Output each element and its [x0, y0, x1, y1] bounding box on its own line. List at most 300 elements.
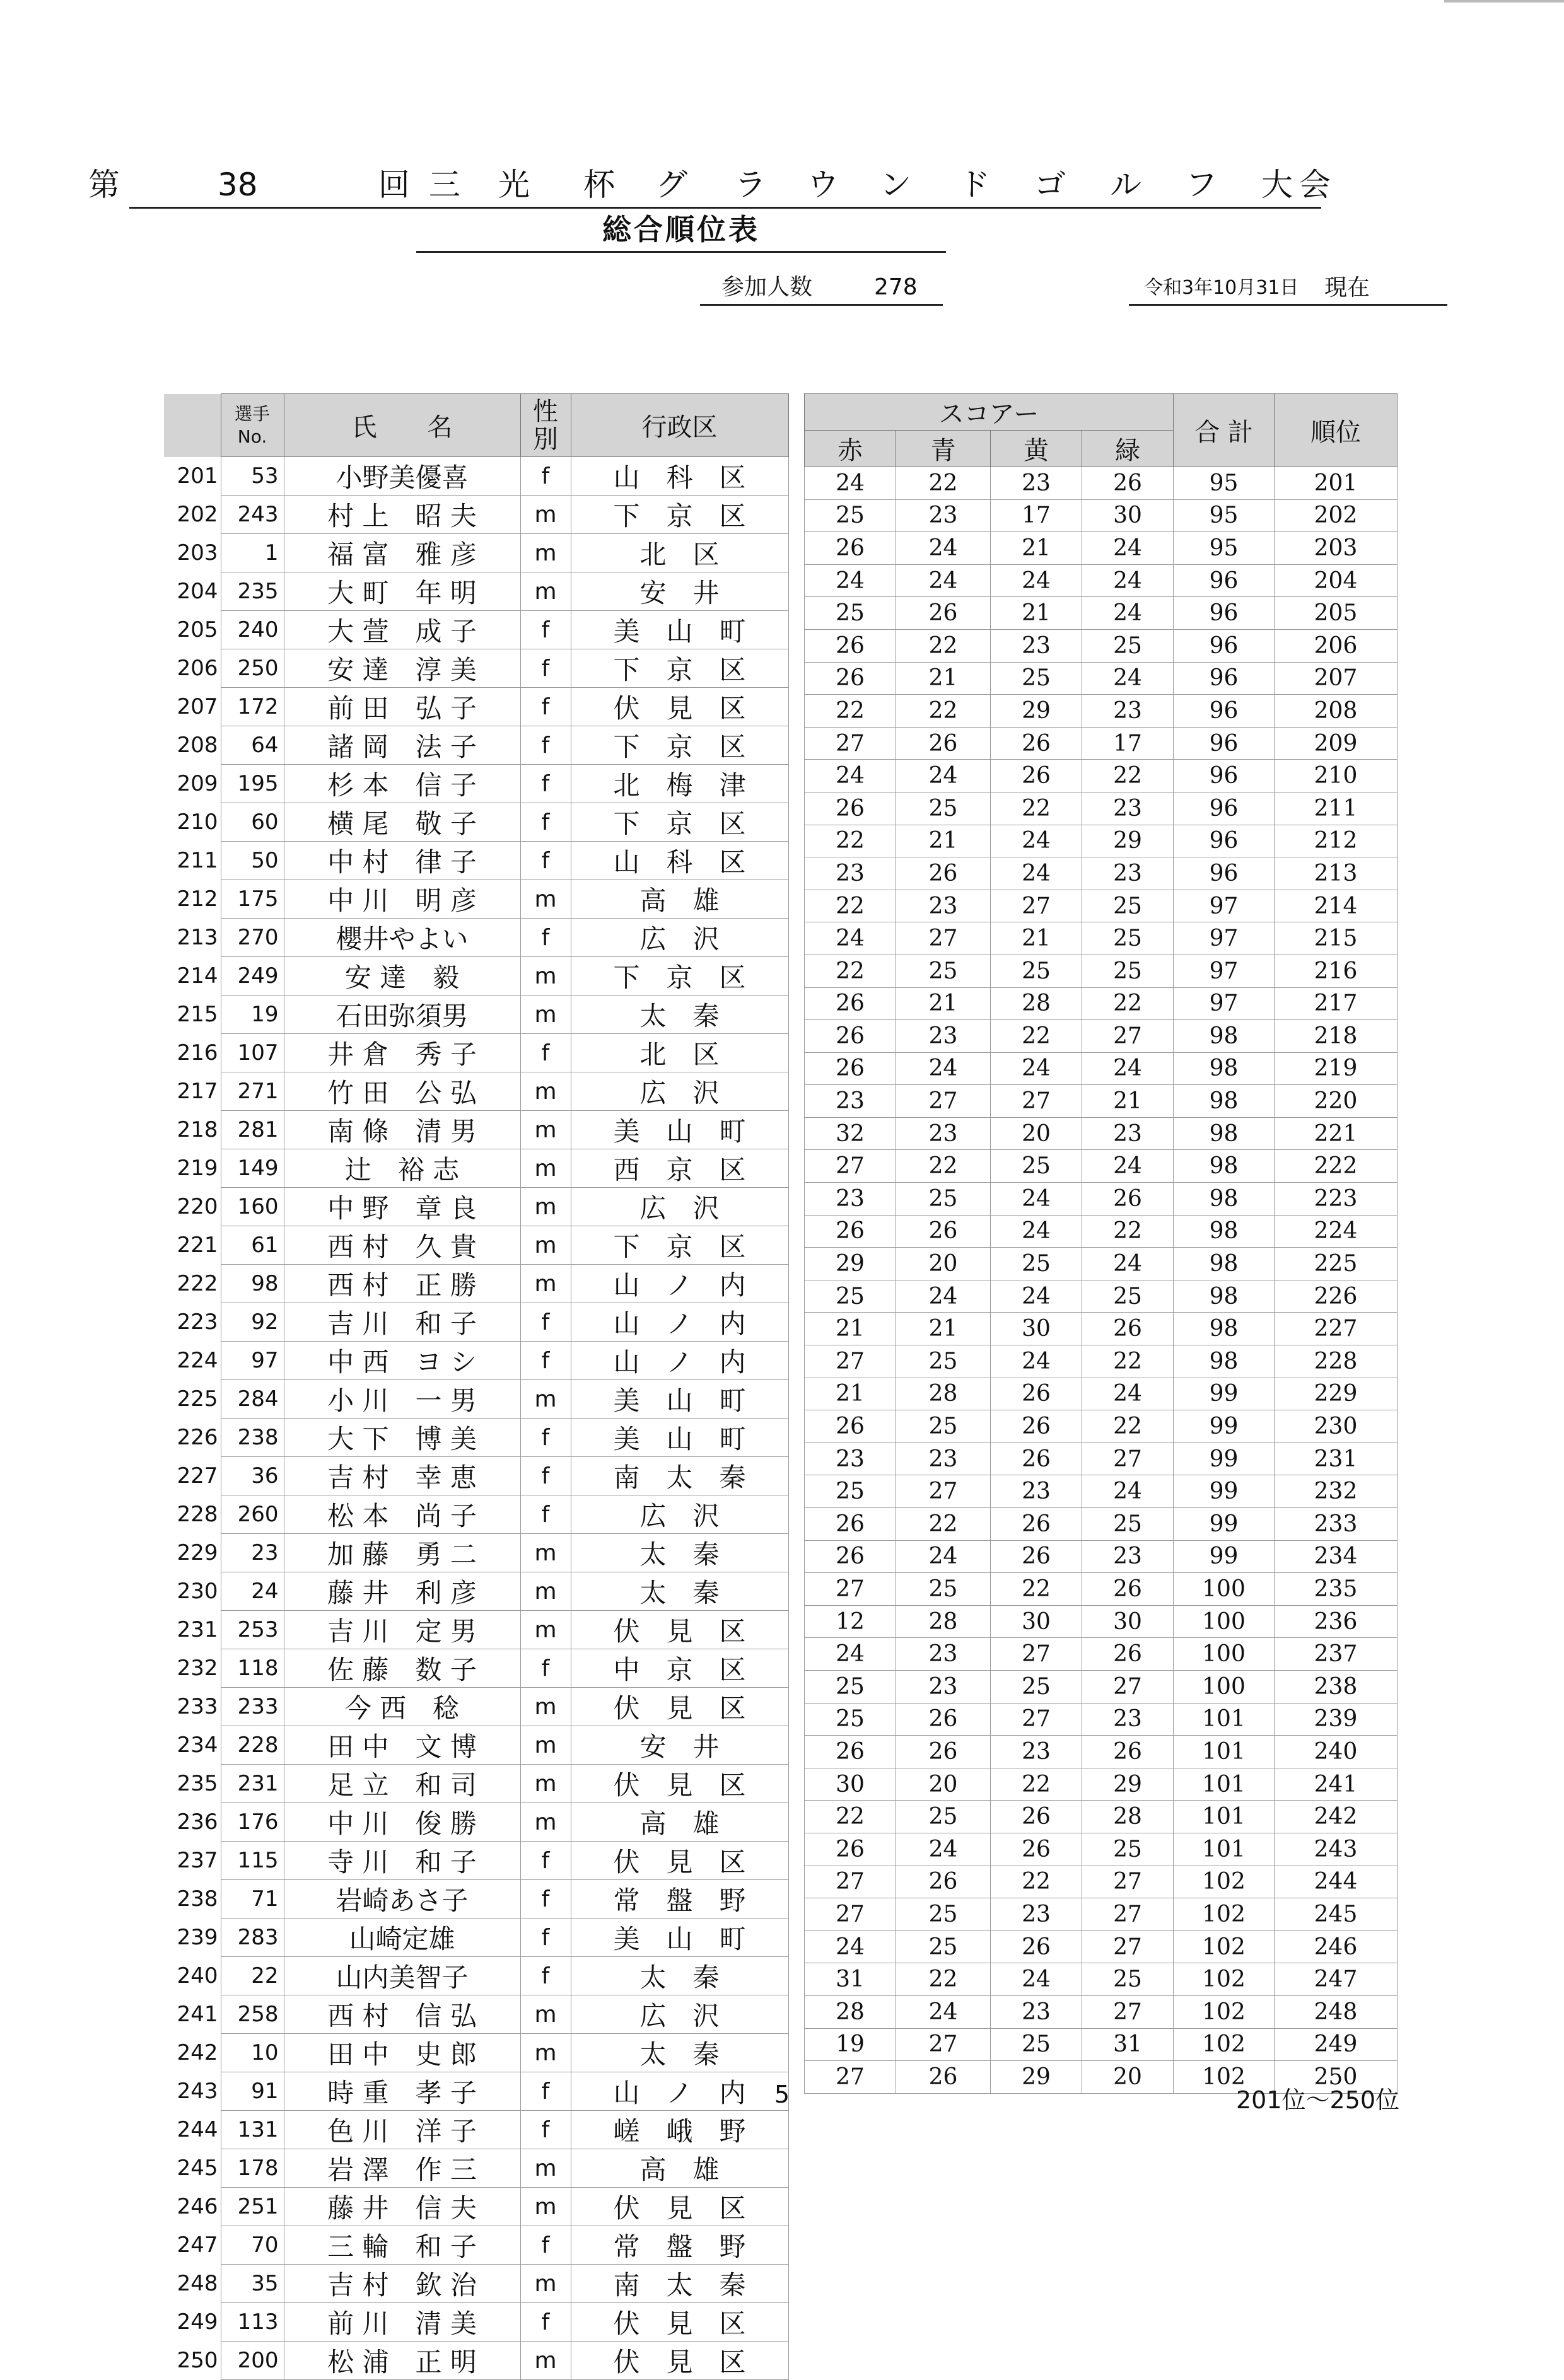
- player-sex: m: [520, 1726, 571, 1765]
- table-row: [805, 1605, 1398, 1638]
- as-of-date: [1129, 272, 1447, 306]
- rank: 224: [1275, 1215, 1398, 1248]
- score-green: 27: [1082, 1995, 1174, 2028]
- score-total: 95: [1174, 499, 1275, 532]
- rank: 202: [1275, 499, 1398, 532]
- player-sex: m: [520, 1995, 571, 2034]
- rank: 210: [1275, 760, 1398, 792]
- table-row: [805, 857, 1398, 890]
- score-total: 98: [1174, 1150, 1275, 1183]
- player-sex: f: [520, 688, 571, 726]
- score-green: 27: [1082, 1866, 1174, 1898]
- title-char: ド: [959, 166, 990, 203]
- player-district: 北 区: [571, 1034, 788, 1072]
- score-yellow: 26: [991, 1443, 1082, 1475]
- score-total: 96: [1174, 727, 1275, 760]
- score-total: 102: [1174, 2061, 1275, 2094]
- score-red: 26: [805, 792, 896, 825]
- yellow-header: 黄: [991, 431, 1082, 467]
- player-no-header: [221, 394, 284, 457]
- score-yellow: 30: [991, 1313, 1082, 1345]
- player-name: 田 中 文 博: [284, 1726, 520, 1765]
- player-number: 64: [221, 726, 284, 765]
- player-district: 山 ノ 内: [571, 1303, 788, 1342]
- score-green: 25: [1082, 890, 1174, 922]
- score-red: 23: [805, 1443, 896, 1475]
- score-green: 27: [1082, 1930, 1174, 1963]
- rank: 214: [1275, 890, 1398, 922]
- row-number: 203: [164, 534, 221, 572]
- score-total: 96: [1174, 760, 1275, 792]
- row-number: 215: [164, 996, 221, 1034]
- score-header: スコアー: [805, 394, 1174, 431]
- rank: 213: [1275, 857, 1398, 890]
- table-row: [805, 792, 1398, 825]
- row-number: 216: [164, 1034, 221, 1072]
- player-sex: f: [520, 2303, 571, 2342]
- rank: 241: [1275, 1768, 1398, 1801]
- score-yellow: 22: [991, 1573, 1082, 1606]
- row-number: 227: [164, 1457, 221, 1495]
- rank: 219: [1275, 1052, 1398, 1085]
- table-row: [164, 2188, 788, 2226]
- rank: 209: [1275, 727, 1398, 760]
- table-row: [164, 1111, 788, 1149]
- score-blue: 22: [896, 1508, 991, 1541]
- player-name: 前 田 弘 子: [284, 688, 520, 726]
- score-total: 101: [1174, 1768, 1275, 1801]
- score-yellow: 26: [991, 760, 1082, 792]
- table-row: [805, 2028, 1398, 2061]
- player-sex: m: [520, 1611, 571, 1649]
- name-header: 氏 名: [284, 394, 520, 457]
- score-green: 27: [1082, 1898, 1174, 1931]
- rank: 203: [1275, 532, 1398, 565]
- score-red: 22: [805, 695, 896, 728]
- score-green: 30: [1082, 499, 1174, 532]
- player-sex: m: [520, 1188, 571, 1226]
- player-sex: f: [520, 2226, 571, 2265]
- score-green: 25: [1082, 1280, 1174, 1313]
- rank: 242: [1275, 1801, 1398, 1833]
- score-green: 23: [1082, 1117, 1174, 1150]
- title-char: フ: [1186, 166, 1217, 203]
- table-row: [164, 1688, 788, 1726]
- score-yellow: 21: [991, 532, 1082, 565]
- score-red: 25: [805, 499, 896, 532]
- score-yellow: 27: [991, 1085, 1082, 1118]
- rank: 235: [1275, 1573, 1398, 1606]
- score-red: 25: [805, 1280, 896, 1313]
- table-row: [164, 1919, 788, 1957]
- score-red: 24: [805, 467, 896, 500]
- row-number: 208: [164, 726, 221, 765]
- player-number: 249: [221, 957, 284, 996]
- score-red: 27: [805, 1150, 896, 1183]
- rank: 233: [1275, 1508, 1398, 1541]
- score-green: 25: [1082, 1833, 1174, 1866]
- row-number: 240: [164, 1957, 221, 1995]
- player-name: 大 町 年 明: [284, 572, 520, 611]
- player-sex: m: [520, 1072, 571, 1111]
- table-row: [164, 611, 788, 649]
- score-blue: 24: [896, 1280, 991, 1313]
- player-district: 下 京 区: [571, 726, 788, 765]
- player-sex: m: [520, 957, 571, 996]
- player-sex: f: [520, 1842, 571, 1880]
- score-red: 23: [805, 857, 896, 890]
- score-yellow: 24: [991, 825, 1082, 857]
- score-blue: 26: [896, 1215, 991, 1248]
- score-yellow: 28: [991, 987, 1082, 1020]
- score-red: 24: [805, 922, 896, 955]
- rank: 225: [1275, 1248, 1398, 1280]
- subtitle-underline: [416, 251, 946, 253]
- score-blue: 21: [896, 825, 991, 857]
- row-number: 201: [164, 457, 221, 496]
- score-blue: 22: [896, 695, 991, 728]
- score-yellow: 23: [991, 629, 1082, 662]
- score-red: 24: [805, 760, 896, 792]
- score-yellow: 27: [991, 1703, 1082, 1736]
- rank: 205: [1275, 597, 1398, 630]
- row-number: 217: [164, 1072, 221, 1111]
- score-total: 98: [1174, 1248, 1275, 1280]
- player-sex: m: [520, 1803, 571, 1842]
- player-district: 伏 見 区: [571, 1688, 788, 1726]
- rank: 211: [1275, 792, 1398, 825]
- sex-header-line2: 別: [533, 424, 558, 454]
- player-name: 松 浦 正 明: [284, 2342, 520, 2380]
- player-district: 伏 見 区: [571, 688, 788, 726]
- table-row: [164, 1188, 788, 1226]
- score-green: 27: [1082, 1443, 1174, 1475]
- player-number: 131: [221, 2111, 284, 2149]
- table-row: [805, 727, 1398, 760]
- score-red: 26: [805, 532, 896, 565]
- score-yellow: 26: [991, 727, 1082, 760]
- row-number: 243: [164, 2072, 221, 2111]
- table-row: [164, 957, 788, 996]
- score-total: 96: [1174, 857, 1275, 890]
- row-number: 213: [164, 919, 221, 957]
- rank: 215: [1275, 922, 1398, 955]
- score-yellow: 25: [991, 662, 1082, 695]
- score-green: 24: [1082, 597, 1174, 630]
- score-red: 22: [805, 955, 896, 987]
- score-green: 23: [1082, 1703, 1174, 1736]
- player-number: 284: [221, 1380, 284, 1419]
- rank: 246: [1275, 1930, 1398, 1963]
- player-district: 高 雄: [571, 2149, 788, 2188]
- score-yellow: 23: [991, 1898, 1082, 1931]
- table-row: [164, 1649, 788, 1688]
- score-red: 23: [805, 1183, 896, 1216]
- player-name: 田 中 史 郎: [284, 2034, 520, 2072]
- player-district: 山 科 区: [571, 842, 788, 880]
- table-row: [164, 534, 788, 572]
- rank: 231: [1275, 1443, 1398, 1475]
- score-blue: 24: [896, 1540, 991, 1573]
- score-red: 27: [805, 1866, 896, 1898]
- table-row: [805, 1345, 1398, 1378]
- player-number: 258: [221, 1995, 284, 2034]
- score-total: 100: [1174, 1573, 1275, 1606]
- player-name: 西 村 信 弘: [284, 1995, 520, 2034]
- score-total: 95: [1174, 532, 1275, 565]
- score-blue: 27: [896, 1475, 991, 1508]
- player-sex: f: [520, 1880, 571, 1919]
- player-sex: m: [520, 2265, 571, 2303]
- score-total: 102: [1174, 2028, 1275, 2061]
- player-number: 233: [221, 1688, 284, 1726]
- player-district: 山 ノ 内: [571, 2072, 788, 2111]
- player-district: 伏 見 区: [571, 1611, 788, 1649]
- player-district: 常 盤 野: [571, 1880, 788, 1919]
- table-row: [164, 2303, 788, 2342]
- player-district: 美 山 町: [571, 1419, 788, 1457]
- score-total: 96: [1174, 597, 1275, 630]
- score-yellow: 26: [991, 1801, 1082, 1833]
- table-row: [164, 1072, 788, 1111]
- table-row: [805, 1638, 1398, 1671]
- player-name: 福 富 雅 彦: [284, 534, 520, 572]
- row-number: 249: [164, 2303, 221, 2342]
- score-total: 96: [1174, 792, 1275, 825]
- row-number: 235: [164, 1765, 221, 1803]
- title-char: ル: [1110, 166, 1141, 203]
- player-district: 山 ノ 内: [571, 1342, 788, 1380]
- player-district: 南 太 秦: [571, 1457, 788, 1495]
- score-blue: 26: [896, 1736, 991, 1768]
- table-row: [164, 1803, 788, 1842]
- score-green: 20: [1082, 2061, 1174, 2094]
- player-district: 太 秦: [571, 996, 788, 1034]
- player-sex: f: [520, 1034, 571, 1072]
- player-name: 前 川 清 美: [284, 2303, 520, 2342]
- player-sex: m: [520, 2034, 571, 2072]
- player-name: 吉 川 和 子: [284, 1303, 520, 1342]
- table-row: [164, 1995, 788, 2034]
- table-row: [164, 1457, 788, 1495]
- player-district: 広 沢: [571, 1188, 788, 1226]
- rank: 230: [1275, 1410, 1398, 1443]
- table-row: [805, 1768, 1398, 1801]
- table-row: [164, 803, 788, 842]
- score-green: 26: [1082, 1313, 1174, 1345]
- rank: 217: [1275, 987, 1398, 1020]
- player-sex: m: [520, 1572, 571, 1611]
- player-name: 石田弥須男: [284, 996, 520, 1034]
- row-number: 225: [164, 1380, 221, 1419]
- player-name: 西 村 久 貴: [284, 1226, 520, 1265]
- table-row: [805, 532, 1398, 565]
- rownum-header-blank: [164, 394, 221, 457]
- player-sex: m: [520, 880, 571, 919]
- score-yellow: 22: [991, 1768, 1082, 1801]
- player-number: 251: [221, 2188, 284, 2226]
- table-row: [805, 1963, 1398, 1996]
- score-green: 24: [1082, 532, 1174, 565]
- score-blue: 22: [896, 467, 991, 500]
- score-green: 28: [1082, 1801, 1174, 1833]
- score-blue: 22: [896, 1963, 991, 1996]
- table-row: [805, 760, 1398, 792]
- score-red: 26: [805, 1540, 896, 1573]
- score-total: 98: [1174, 1280, 1275, 1313]
- rank: 201: [1275, 467, 1398, 500]
- player-district: 常 盤 野: [571, 2226, 788, 2265]
- table-row: [164, 496, 788, 534]
- table-row: [805, 1313, 1398, 1345]
- player-number: 24: [221, 1572, 284, 1611]
- score-green: 26: [1082, 1736, 1174, 1768]
- rank-header: 順位: [1275, 394, 1398, 467]
- player-name: 小野美優喜: [284, 457, 520, 496]
- table-row: [805, 1540, 1398, 1573]
- table-row: [164, 1842, 788, 1880]
- player-district: 山 科 区: [571, 457, 788, 496]
- participants-value: 278: [874, 274, 918, 300]
- player-no-header-line1: 選手: [234, 403, 270, 424]
- table-row: [164, 1149, 788, 1188]
- table-row: [805, 629, 1398, 662]
- blue-header: 青: [896, 431, 991, 467]
- table-row: [805, 1833, 1398, 1866]
- score-red: 26: [805, 1052, 896, 1085]
- score-blue: 20: [896, 1248, 991, 1280]
- player-name: 安 達 淳 美: [284, 649, 520, 688]
- player-name: 佐 藤 数 子: [284, 1649, 520, 1688]
- player-name: 大 萱 成 子: [284, 611, 520, 649]
- player-number: 36: [221, 1457, 284, 1495]
- title-char: 38: [218, 166, 258, 203]
- player-district: 伏 見 区: [571, 1765, 788, 1803]
- player-number: 98: [221, 1265, 284, 1303]
- participants-count: [700, 271, 943, 306]
- player-name: 吉 村 欽 治: [284, 2265, 520, 2303]
- table-row: [164, 1303, 788, 1342]
- score-blue: 26: [896, 1703, 991, 1736]
- score-blue: 23: [896, 1117, 991, 1150]
- player-number: 283: [221, 1919, 284, 1957]
- player-name: 藤 井 利 彦: [284, 1572, 520, 1611]
- player-district: 太 秦: [571, 1572, 788, 1611]
- score-blue: 24: [896, 1052, 991, 1085]
- score-yellow: 24: [991, 857, 1082, 890]
- rank: 237: [1275, 1638, 1398, 1671]
- score-total: 96: [1174, 825, 1275, 857]
- table-row: [805, 825, 1398, 857]
- player-number: 195: [221, 765, 284, 803]
- table-row: [805, 1150, 1398, 1183]
- score-total: 100: [1174, 1670, 1275, 1703]
- score-red: 30: [805, 1768, 896, 1801]
- score-green: 23: [1082, 792, 1174, 825]
- player-district: 西 京 区: [571, 1149, 788, 1188]
- score-red: 31: [805, 1963, 896, 1996]
- title-char: ン: [880, 166, 911, 203]
- score-total: 96: [1174, 629, 1275, 662]
- score-red: 27: [805, 1573, 896, 1606]
- table-row: [805, 1215, 1398, 1248]
- score-total: 98: [1174, 1215, 1275, 1248]
- player-name: 安 達 毅: [284, 957, 520, 996]
- score-green: 29: [1082, 825, 1174, 857]
- player-number: 1: [221, 534, 284, 572]
- row-number: 239: [164, 1919, 221, 1957]
- player-name: 井 倉 秀 子: [284, 1034, 520, 1072]
- player-sex: f: [520, 1495, 571, 1534]
- table-row: [164, 2034, 788, 2072]
- score-green: 26: [1082, 1638, 1174, 1671]
- score-total: 97: [1174, 987, 1275, 1020]
- rank: 229: [1275, 1378, 1398, 1410]
- table-row: [164, 842, 788, 880]
- rank: 226: [1275, 1280, 1398, 1313]
- player-sex: m: [520, 572, 571, 611]
- player-district: 広 沢: [571, 919, 788, 957]
- rank: 208: [1275, 695, 1398, 728]
- score-red: 22: [805, 1801, 896, 1833]
- player-number: 271: [221, 1072, 284, 1111]
- player-number: 260: [221, 1495, 284, 1534]
- table-row: [805, 890, 1398, 922]
- rank: 244: [1275, 1866, 1398, 1898]
- table-row: [164, 880, 788, 919]
- score-total: 98: [1174, 1313, 1275, 1345]
- score-green: 25: [1082, 1963, 1174, 1996]
- score-blue: 22: [896, 1150, 991, 1183]
- score-yellow: 22: [991, 1020, 1082, 1053]
- table-row: [805, 1930, 1398, 1963]
- score-total: 99: [1174, 1443, 1275, 1475]
- score-yellow: 24: [991, 1183, 1082, 1216]
- score-green: 24: [1082, 1248, 1174, 1280]
- player-district: 嵯 峨 野: [571, 2111, 788, 2149]
- player-name: 大 下 博 美: [284, 1419, 520, 1457]
- date-suffix: 現在: [1324, 275, 1370, 301]
- player-sex: f: [520, 765, 571, 803]
- player-number: 270: [221, 919, 284, 957]
- row-number: 241: [164, 1995, 221, 2034]
- score-yellow: 26: [991, 1410, 1082, 1443]
- score-blue: 23: [896, 1443, 991, 1475]
- table-row: [164, 1265, 788, 1303]
- score-red: 26: [805, 662, 896, 695]
- score-total: 102: [1174, 1898, 1275, 1931]
- score-red: 22: [805, 825, 896, 857]
- score-total: 98: [1174, 1020, 1275, 1053]
- table-row: [164, 919, 788, 957]
- player-name: 横 尾 敬 子: [284, 803, 520, 842]
- player-sex: f: [520, 1419, 571, 1457]
- score-green: 23: [1082, 695, 1174, 728]
- score-blue: 23: [896, 1638, 991, 1671]
- rank: 206: [1275, 629, 1398, 662]
- score-yellow: 24: [991, 1052, 1082, 1085]
- rank: 247: [1275, 1963, 1398, 1996]
- score-green: 26: [1082, 1183, 1174, 1216]
- score-blue: 21: [896, 987, 991, 1020]
- player-number: 253: [221, 1611, 284, 1649]
- player-number: 60: [221, 803, 284, 842]
- rank: 250: [1275, 2061, 1398, 2094]
- score-yellow: 24: [991, 1345, 1082, 1378]
- score-yellow: 20: [991, 1117, 1082, 1150]
- table-row: [805, 1866, 1398, 1898]
- player-sex: f: [520, 1303, 571, 1342]
